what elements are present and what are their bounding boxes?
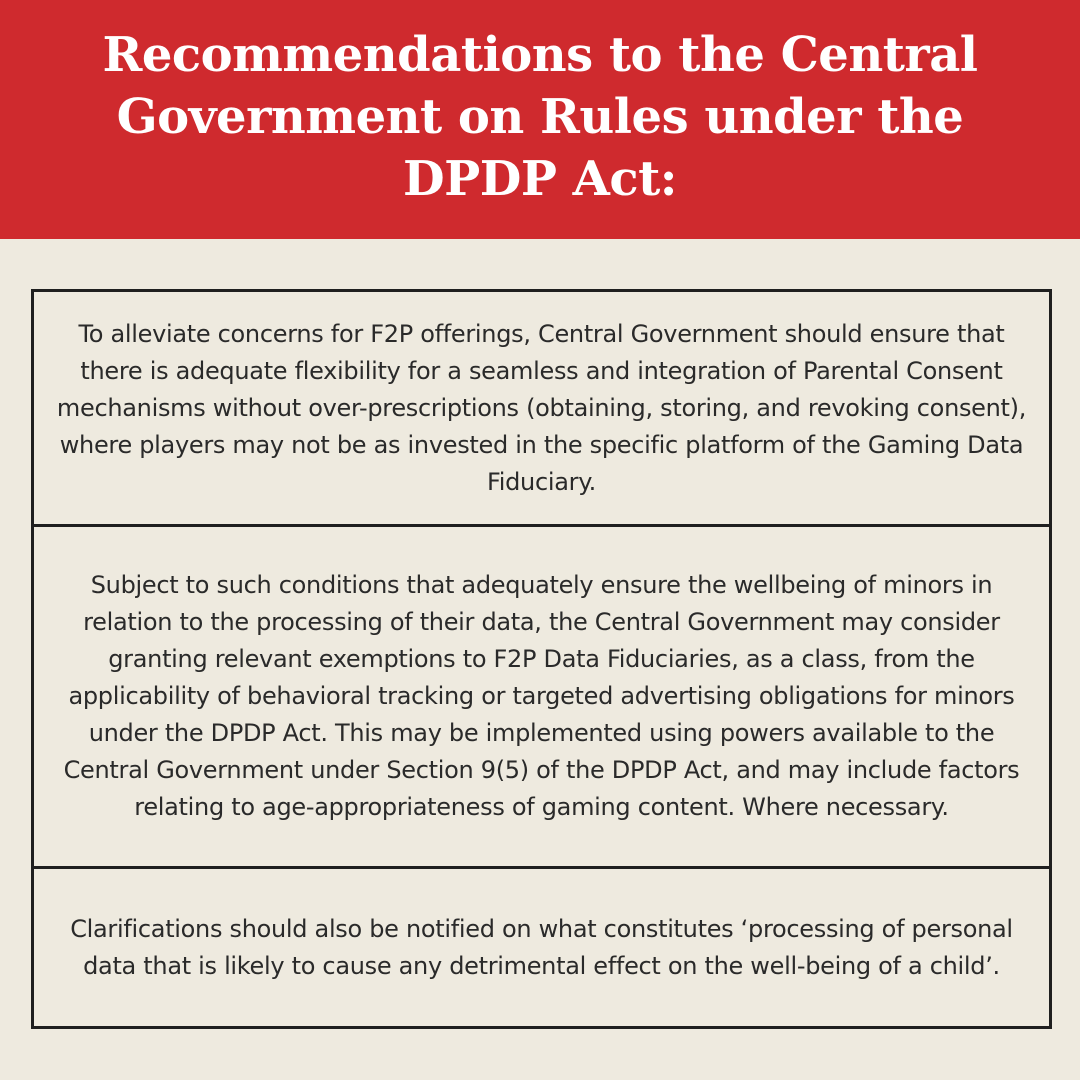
title-banner [0,0,1080,239]
recommendation-row [34,524,1049,866]
recommendation-row [34,866,1049,1026]
recommendation-text: Subject to such conditions that adequately ensure the wellbeing of minors in relation to the processing of their data, the Central Government may consider granting relevant exemptions to F2P Data Fiduciaries, as a class, from the applicability of behavioral tracking or targeted advertising obligations for minors under the DPDP Act. This may be implemented using powers available to the Central Government under Section 9(5) of the DPDP Act, and may include factors relating to age-appropriateness of gaming content. Where necessary. [63,571,1020,821]
page-title: Recommendations to the Central Government on Rules under the DPDP Act: [102,26,978,207]
recommendation-text: Clarifications should also be notified on what constitutes ‘processing of personal data that is likely to cause any detrimental effect on the well-being of a child’. [70,914,1013,980]
recommendations-table [31,289,1052,1029]
recommendation-row [34,292,1049,524]
recommendation-text: To alleviate concerns for F2P offerings, Central Government should ensure that there is adequate flexibility for a seamless and integration of Parental Consent mechanisms without over-prescriptions (obtaining, storing, and revoking consent), where players may not be as invested in the specific platform of the Gaming Data Fiduciary. [56,319,1027,496]
